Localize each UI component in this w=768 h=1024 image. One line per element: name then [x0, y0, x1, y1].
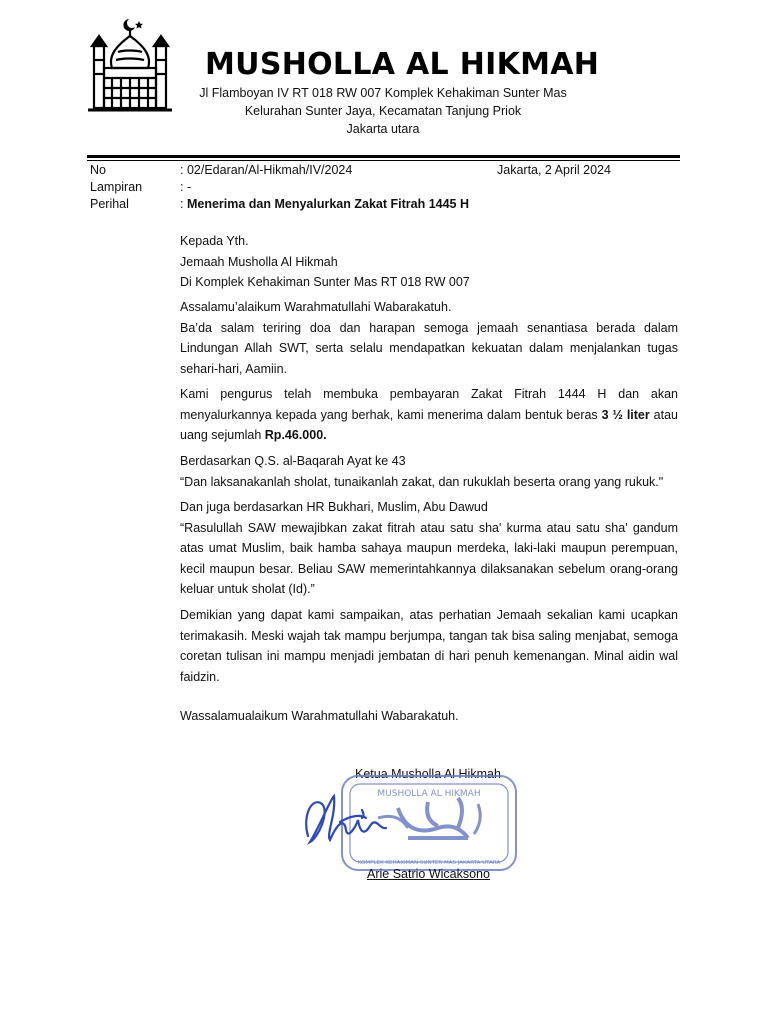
quran-paragraph: Berdasarkan Q.S. al-Baqarah Ayat ke 43 “Dan laksanakanlah sholat, tunaikanlah zakat, dan rukuklah beserta orang yang rukuk." [180, 454, 664, 489]
address-line: Kelurahan Sunter Jaya, Kecamatan Tanjung Priok [244, 104, 522, 118]
org-name: MUSHOLLA AL HIKMAH [205, 47, 600, 82]
closing-paragraph: Demikian yang dapat kami sampaikan, atas perhatian Jemaah sekalian kami ucapkan terimakasih. Meski wajah tak mampu berjumpa, tangan tak bisa saling menjabat, semoga coretan tulisan ini mampu menjadi jembatan di hari penuh kemenangan. Minal aidin wal faidzin. [180, 608, 678, 684]
greeting-paragraph: Assalamu’alaikum Warahmatullahi Wabarakatuh. Ba’da salam teriring doa dan harapan semoga jemaah senantiasa berada dalam Lindungan Allah SWT, serta selalu mendapatkan kekuatan dalam menjalankan tugas sehari-hari, Aamiin. [180, 300, 678, 376]
zakat-paragraph: Kami pengurus telah membuka pembayaran Zakat Fitrah 1444 H dan akan menyalurkannya kepada yang berhak, kami menerima dalam bentuk beras 3 ½ liter atau uang sejumlah Rp.46.000. [180, 387, 678, 442]
address-line: Jl Flamboyan IV RT 018 RW 007 Komplek Kehakiman Sunter Mas [199, 86, 567, 100]
signatory-position: Ketua Musholla Al Hikmah [355, 767, 501, 781]
no-label: No [90, 163, 106, 177]
address-line: Jakarta utara [346, 122, 420, 136]
recipient-block: Kepada Yth. Jemaah Musholla Al Hikmah Di Komplek Kehakiman Sunter Mas RT 018 RW 007 [180, 234, 470, 289]
perihal-value: : Menerima dan Menyalurkan Zakat Fitrah 1445 H [180, 197, 469, 211]
hadith-paragraph: Dan juga berdasarkan HR Bukhari, Muslim, Abu Dawud “Rasulullah SAW mewajibkan zakat fitrah atau satu sha' kurma atau satu sha' gandum atas umat Muslim, baik hamba sahaya maupun merdeka, laki-laki maupun perempuan, kecil maupun besar. Beliau SAW memerintahkannya dilaksanakan sebelum orang-orang keluar untuk sholat (Id).” [180, 500, 678, 596]
perihal-label: Perihal [90, 197, 129, 211]
no-value: : 02/Edaran/Al-Hikmah/IV/2024 [180, 163, 353, 177]
lampiran-value: : - [180, 180, 192, 194]
header-divider-thin [87, 160, 680, 161]
svg-text:MUSHOLLA AL HIKMAH: MUSHOLLA AL HIKMAH [377, 789, 481, 799]
lampiran-label: Lampiran [90, 180, 143, 194]
mosque-logo-icon [86, 16, 174, 116]
header-divider [87, 155, 680, 158]
closing-salutation: Wassalamualaikum Warahmatullahi Wabarakatuh. [180, 709, 459, 723]
handwritten-signature-icon [300, 786, 420, 856]
signatory-name: Arie Satrio Wicaksono [367, 867, 490, 881]
place-date: Jakarta, 2 April 2024 [497, 163, 611, 177]
svg-text:KOMPLEK KEHAKIMAN SUNTER MAS J: KOMPLEK KEHAKIMAN SUNTER MAS JAKARTA UTARA [357, 860, 501, 866]
